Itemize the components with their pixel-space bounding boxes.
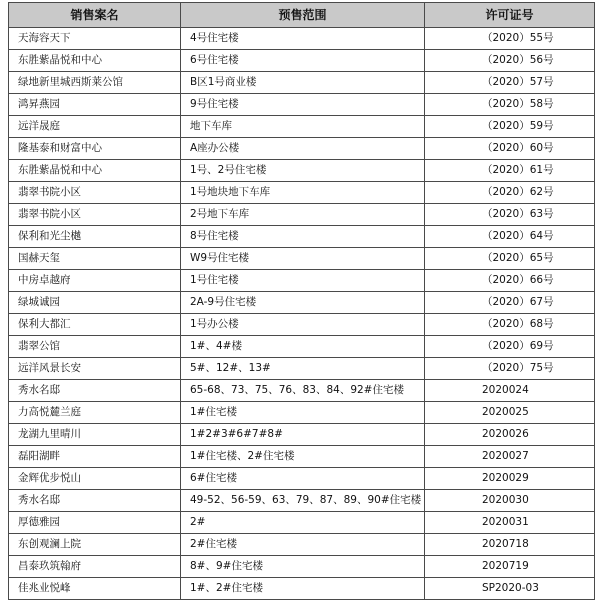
table-row xyxy=(9,292,595,314)
table-row xyxy=(9,160,595,182)
project-name-cell: 东胜紫晶悦和中心 xyxy=(9,50,181,72)
project-name-cell: 远洋风景长安 xyxy=(9,358,181,380)
presale-scope-cell: 1#2#3#6#7#8# xyxy=(181,424,425,446)
presale-scope-cell: 49-52、56-59、63、79、87、89、90#住宅楼 xyxy=(181,490,425,512)
table-row xyxy=(9,270,595,292)
table-row xyxy=(9,28,595,50)
presale-scope-cell: 地下车库 xyxy=(181,116,425,138)
presale-scope-cell: 8#、9#住宅楼 xyxy=(181,556,425,578)
project-name-cell: 秀水名邸 xyxy=(9,380,181,402)
project-name-cell: 厚德雅园 xyxy=(9,512,181,534)
permit-number-cell: （2020）65号 xyxy=(425,248,595,270)
presale-scope-cell: B区1号商业楼 xyxy=(181,72,425,94)
permit-number-cell: 2020029 xyxy=(425,468,595,490)
presale-scope-cell: 1#住宅楼 xyxy=(181,402,425,424)
permit-number-cell: （2020）61号 xyxy=(425,160,595,182)
table-row xyxy=(9,446,595,468)
project-name-cell: 佳兆业悦峰 xyxy=(9,578,181,600)
project-name-cell: 东胜紫晶悦和中心 xyxy=(9,160,181,182)
presale-scope-cell: 5#、12#、13# xyxy=(181,358,425,380)
project-name-cell: 翡翠书院小区 xyxy=(9,204,181,226)
project-name-cell: 绿城诚园 xyxy=(9,292,181,314)
permit-number-cell: 2020024 xyxy=(425,380,595,402)
presale-scope-cell: 1#住宅楼、2#住宅楼 xyxy=(181,446,425,468)
project-name-cell: 金辉优步悦山 xyxy=(9,468,181,490)
presale-scope-cell: 1号、2号住宅楼 xyxy=(181,160,425,182)
presale-scope-cell: 1号住宅楼 xyxy=(181,270,425,292)
project-name-cell: 隆基泰和财富中心 xyxy=(9,138,181,160)
table-row xyxy=(9,50,595,72)
table-row xyxy=(9,248,595,270)
table-row xyxy=(9,94,595,116)
table-row xyxy=(9,226,595,248)
permit-number-cell: （2020）66号 xyxy=(425,270,595,292)
presale-scope-cell: 9号住宅楼 xyxy=(181,94,425,116)
permit-number-cell: （2020）60号 xyxy=(425,138,595,160)
table-row xyxy=(9,468,595,490)
project-name-cell: 远洋晟庭 xyxy=(9,116,181,138)
project-name-cell: 秀水名邸 xyxy=(9,490,181,512)
table-row xyxy=(9,512,595,534)
table-row xyxy=(9,402,595,424)
permit-number-cell: 2020718 xyxy=(425,534,595,556)
permit-number-cell: 2020027 xyxy=(425,446,595,468)
project-name-cell: 力高悦麓兰庭 xyxy=(9,402,181,424)
permit-number-cell: （2020）57号 xyxy=(425,72,595,94)
project-name-cell: 鸿昇燕园 xyxy=(9,94,181,116)
project-name-cell: 翡翠公馆 xyxy=(9,336,181,358)
permit-number-cell: （2020）75号 xyxy=(425,358,595,380)
permit-number-cell: 2020030 xyxy=(425,490,595,512)
project-name-cell: 保利和光尘樾 xyxy=(9,226,181,248)
permit-number-cell: （2020）56号 xyxy=(425,50,595,72)
permit-number-cell: 2020031 xyxy=(425,512,595,534)
table-row xyxy=(9,358,595,380)
project-name-cell: 保利大都汇 xyxy=(9,314,181,336)
presale-scope-cell: 1号办公楼 xyxy=(181,314,425,336)
table-row xyxy=(9,556,595,578)
presale-scope-cell: 2A-9号住宅楼 xyxy=(181,292,425,314)
table-row xyxy=(9,116,595,138)
presale-scope-cell: 2# xyxy=(181,512,425,534)
project-name-cell: 翡翠书院小区 xyxy=(9,182,181,204)
table-row xyxy=(9,424,595,446)
header-presale-scope: 预售范围 xyxy=(181,3,425,28)
table-row xyxy=(9,138,595,160)
project-name-cell: 绿地新里城西斯莱公馆 xyxy=(9,72,181,94)
presale-scope-cell: W9号住宅楼 xyxy=(181,248,425,270)
presale-scope-cell: 65-68、73、75、76、83、84、92#住宅楼 xyxy=(181,380,425,402)
presale-scope-cell: 6号住宅楼 xyxy=(181,50,425,72)
project-name-cell: 国赫天玺 xyxy=(9,248,181,270)
table-body xyxy=(9,28,595,600)
permit-number-cell: 2020719 xyxy=(425,556,595,578)
table-row xyxy=(9,72,595,94)
table-row xyxy=(9,380,595,402)
permit-number-cell: （2020）59号 xyxy=(425,116,595,138)
table-row xyxy=(9,490,595,512)
table-row xyxy=(9,204,595,226)
table-row xyxy=(9,578,595,600)
permit-number-cell: SP2020-03 xyxy=(425,578,595,600)
presale-scope-cell: 1号地块地下车库 xyxy=(181,182,425,204)
presale-scope-cell: 6#住宅楼 xyxy=(181,468,425,490)
permit-number-cell: （2020）68号 xyxy=(425,314,595,336)
presale-scope-cell: 2#住宅楼 xyxy=(181,534,425,556)
permit-number-cell: 2020025 xyxy=(425,402,595,424)
table-row xyxy=(9,534,595,556)
table-row xyxy=(9,336,595,358)
presale-scope-cell: A座办公楼 xyxy=(181,138,425,160)
project-name-cell: 东创观澜上院 xyxy=(9,534,181,556)
permit-number-cell: （2020）63号 xyxy=(425,204,595,226)
header-permit-number: 许可证号 xyxy=(425,3,595,28)
header-row xyxy=(9,3,595,28)
project-name-cell: 磊阳湖畔 xyxy=(9,446,181,468)
permit-number-cell: （2020）62号 xyxy=(425,182,595,204)
project-name-cell: 龙湖九里晴川 xyxy=(9,424,181,446)
project-name-cell: 昌泰玖筑翰府 xyxy=(9,556,181,578)
project-name-cell: 天海容天下 xyxy=(9,28,181,50)
permit-number-cell: （2020）69号 xyxy=(425,336,595,358)
presale-scope-cell: 4号住宅楼 xyxy=(181,28,425,50)
permit-number-cell: （2020）55号 xyxy=(425,28,595,50)
presale-permit-table xyxy=(8,2,595,600)
project-name-cell: 中房卓越府 xyxy=(9,270,181,292)
presale-scope-cell: 1#、2#住宅楼 xyxy=(181,578,425,600)
presale-scope-cell: 2号地下车库 xyxy=(181,204,425,226)
presale-scope-cell: 1#、4#楼 xyxy=(181,336,425,358)
presale-scope-cell: 8号住宅楼 xyxy=(181,226,425,248)
header-project-name: 销售案名 xyxy=(9,3,181,28)
permit-number-cell: （2020）67号 xyxy=(425,292,595,314)
permit-number-cell: （2020）58号 xyxy=(425,94,595,116)
permit-number-cell: （2020）64号 xyxy=(425,226,595,248)
table-row xyxy=(9,182,595,204)
table-row xyxy=(9,314,595,336)
permit-number-cell: 2020026 xyxy=(425,424,595,446)
